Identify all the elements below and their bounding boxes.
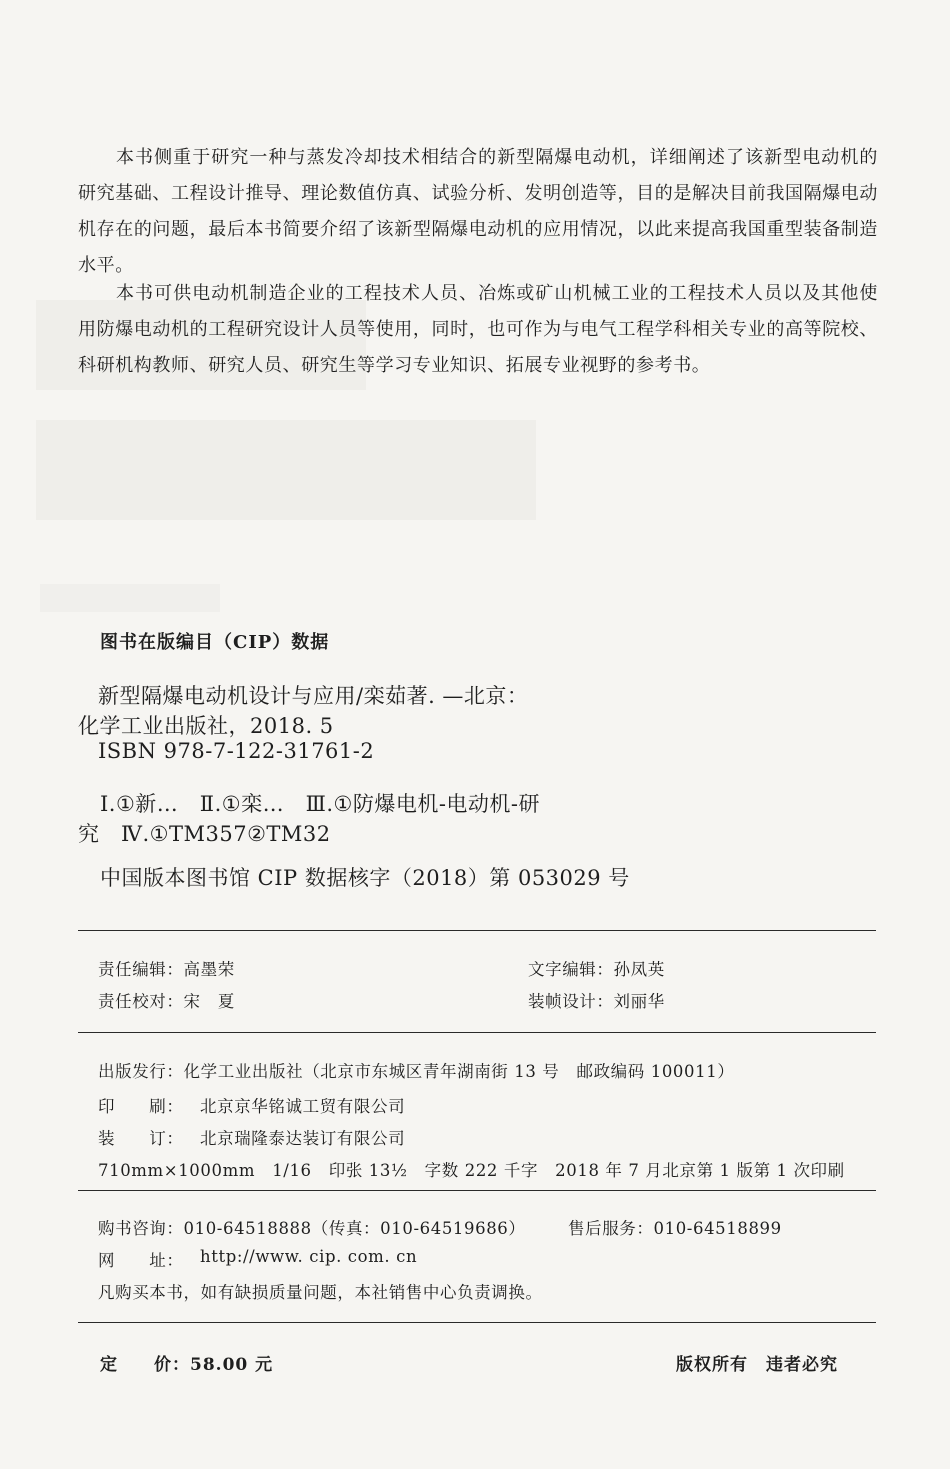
cover-design: 装帧设计：刘丽华: [528, 992, 665, 1011]
cip-line-4: Ⅰ.①新… Ⅱ.①栾… Ⅲ.①防爆电机-电动机-研: [100, 792, 541, 816]
divider: [78, 1190, 876, 1191]
price: 定 价：58.00 元: [100, 1355, 274, 1375]
binder-name: 北京瑞隆泰达装订有限公司: [200, 1129, 406, 1148]
responsible-editor: 责任编辑：高墨荣: [98, 960, 235, 979]
divider: [78, 1032, 876, 1033]
website-link[interactable]: http://www. cip. com. cn: [200, 1247, 418, 1266]
cip-title: 图书在版编目（CIP）数据: [100, 632, 330, 653]
divider: [78, 1322, 876, 1323]
cip-line-2: 化学工业出版社，2018. 5: [78, 714, 334, 738]
purchase-inquiry: 购书咨询：010-64518888（传真：010-64519686）: [98, 1219, 526, 1238]
print-specs: 710mm×1000mm 1/16 印张 13½ 字数 222 千字 2018 年 7 月北京第 1 版第 1 次印刷: [98, 1161, 845, 1180]
cip-line-1: 新型隔爆电动机设计与应用/栾茹著. —北京：: [98, 684, 529, 708]
website-label: 网 址：: [98, 1251, 184, 1270]
cip-line-6: 中国版本图书馆 CIP 数据核字（2018）第 053029 号: [100, 866, 630, 890]
publisher-info: 出版发行：化学工业出版社（北京市东城区青年湖南街 13 号 邮政编码 100011）: [98, 1062, 735, 1081]
description-paragraph-2: 本书可供电动机制造企业的工程技术人员、冶炼或矿山机械工业的工程技术人员以及其他使用防爆电动机的工程研究设计人员等使用，同时，也可作为与电气工程学科相关专业的高等院校、科研机构教师、研究人员、研究生等学习专业知识、拓展专业视野的参考书。: [78, 283, 878, 376]
text-editor: 文字编辑：孙凤英: [528, 960, 665, 979]
printer-name: 北京京华铭诚工贸有限公司: [200, 1097, 406, 1116]
description-paragraph-1: 本书侧重于研究一种与蒸发冷却技术相结合的新型隔爆电动机，详细阐述了该新型电动机的研究基础、工程设计推导、理论数值仿真、试验分析、发明创造等，目的是解决目前我国隔爆电动机存在的问题，最后本书简要介绍了该新型隔爆电动机的应用情况，以此来提高我国重型装备制造水平。: [78, 147, 878, 276]
proofreader: 责任校对：宋 夏: [98, 992, 235, 1011]
printer-label: 印 刷：: [98, 1097, 184, 1116]
after-sales: 售后服务：010-64518899: [568, 1219, 782, 1238]
show-through-mark: [40, 584, 220, 612]
show-through-mark: [36, 420, 536, 520]
divider: [78, 930, 876, 931]
cip-line-3: ISBN 978-7-122-31761-2: [98, 739, 375, 763]
copyright-notice: 版权所有 违者必究: [676, 1355, 838, 1375]
cip-line-5: 究 Ⅳ.①TM357②TM32: [78, 822, 331, 846]
replacement-notice: 凡购买本书，如有缺损质量问题，本社销售中心负责调换。: [98, 1283, 543, 1302]
binder-label: 装 订：: [98, 1129, 184, 1148]
